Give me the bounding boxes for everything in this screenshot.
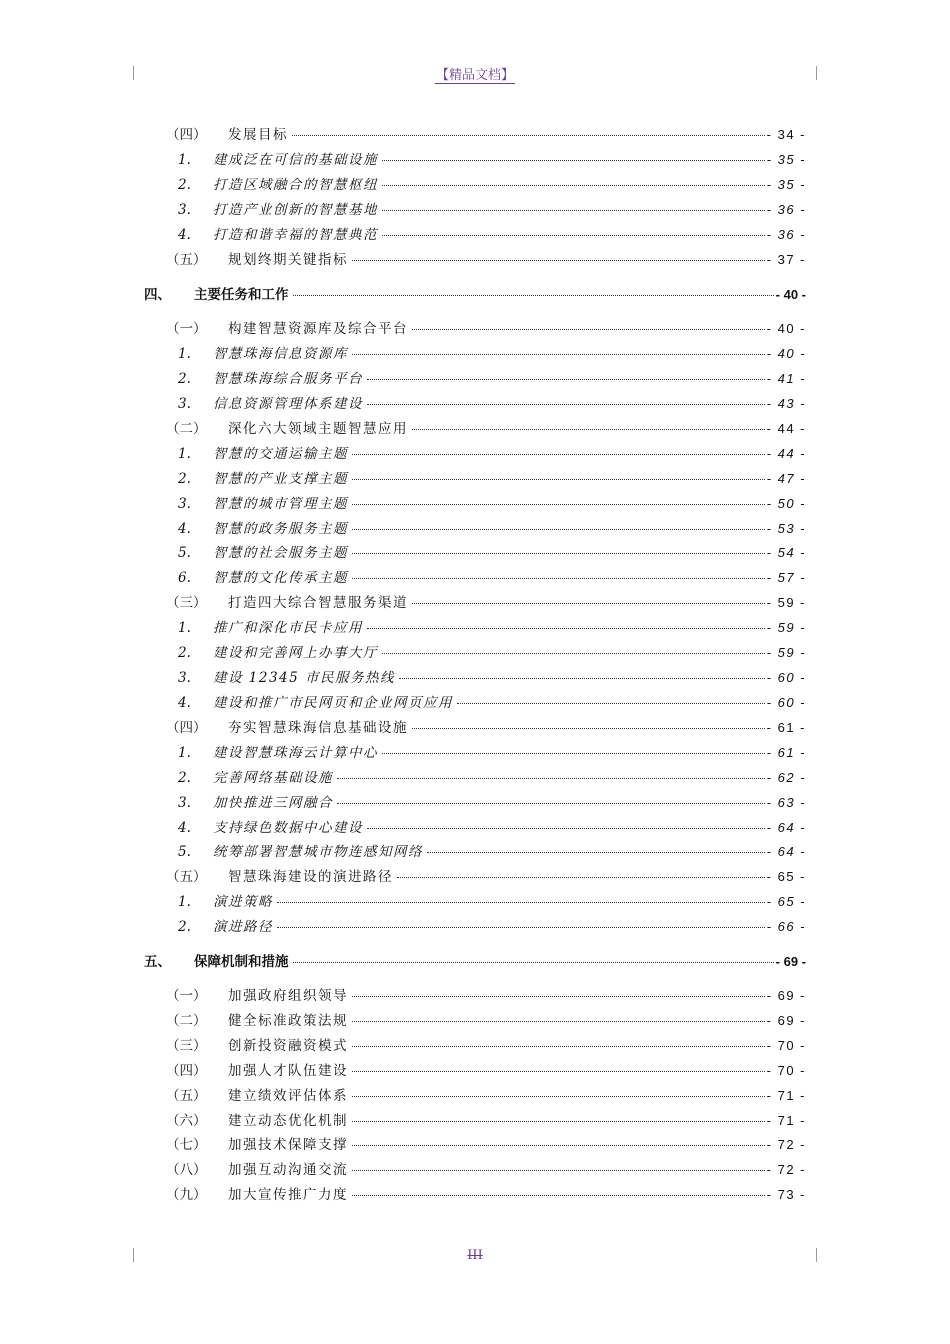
toc-dot-leader	[382, 753, 765, 754]
toc-entry-number: 2.	[178, 177, 191, 193]
toc-entry-title: 完善网络基础设施	[213, 770, 333, 786]
toc-page-number: - 59 -	[766, 595, 806, 610]
toc-dot-leader	[399, 678, 765, 679]
toc-entry-number: 2.	[178, 645, 191, 661]
toc-subsection-entry[interactable]	[178, 467, 806, 487]
toc-entry-title: 建设和推广市民网页和企业网页应用	[213, 695, 453, 711]
toc-page-number: - 54 -	[766, 545, 806, 560]
toc-entry-number: 4.	[178, 695, 191, 711]
toc-page-number: - 64 -	[766, 820, 806, 835]
toc-subsection-entry[interactable]	[178, 173, 806, 193]
toc-subsection-entry[interactable]	[178, 198, 806, 218]
toc-entry-title: 加强政府组织领导	[228, 988, 348, 1004]
toc-dot-leader	[352, 479, 765, 480]
toc-page-number: - 44 -	[766, 421, 806, 436]
toc-entry-title: 智慧珠海信息资源库	[213, 346, 348, 362]
toc-dot-leader	[382, 210, 765, 211]
toc-entry-title: 加强人才队伍建设	[228, 1063, 348, 1079]
toc-subsection-entry[interactable]	[178, 691, 806, 711]
toc-subsection-entry[interactable]	[178, 392, 806, 412]
toc-subsection-entry[interactable]	[178, 223, 806, 243]
toc-entry-title: 智慧的文化传承主题	[213, 570, 348, 586]
toc-subsection-entry[interactable]	[178, 517, 806, 537]
toc-entry-title: 演进路径	[213, 919, 273, 935]
toc-subsection-entry[interactable]	[178, 492, 806, 512]
toc-entry-number: （七）	[166, 1137, 207, 1153]
toc-entry-number: （三）	[166, 595, 207, 611]
toc-page-number: - 70 -	[766, 1063, 806, 1078]
toc-entry-title: 建立绩效评估体系	[228, 1088, 348, 1104]
toc-entry-number: （五）	[166, 252, 207, 268]
toc-entry-title: 加强互动沟通交流	[228, 1162, 348, 1178]
toc-entry-title: 智慧的产业支撑主题	[213, 471, 348, 487]
toc-page-number: - 43 -	[766, 396, 806, 411]
toc-section-entry[interactable]	[166, 248, 806, 268]
toc-page-number: - 63 -	[766, 795, 806, 810]
toc-entry-number: （四）	[166, 720, 207, 736]
toc-page-number: - 40 -	[766, 346, 806, 361]
toc-subsection-entry[interactable]	[178, 641, 806, 661]
toc-page-number: - 41 -	[766, 371, 806, 386]
toc-entry-title: 构建智慧资源库及综合平台	[228, 321, 408, 337]
toc-dot-leader	[382, 653, 765, 654]
toc-entry-title: 打造区域融合的智慧枢纽	[213, 177, 378, 193]
toc-dot-leader	[352, 578, 765, 579]
toc-dot-leader	[412, 329, 765, 330]
toc-entry-title: 建立动态优化机制	[228, 1113, 348, 1129]
toc-dot-leader	[292, 135, 765, 136]
toc-dot-leader	[382, 185, 765, 186]
toc-dot-leader	[337, 803, 765, 804]
toc-page-number: - 37 -	[766, 252, 806, 267]
toc-subsection-entry[interactable]	[178, 342, 806, 362]
toc-dot-leader	[367, 379, 765, 380]
toc-entry-number: 2.	[178, 770, 191, 786]
toc-section-entry[interactable]	[166, 716, 806, 736]
toc-page-number: - 57 -	[766, 570, 806, 585]
toc-subsection-entry[interactable]	[178, 791, 806, 811]
toc-page-number: - 34 -	[766, 127, 806, 142]
footer-page-number: III	[467, 1248, 483, 1263]
toc-page-number: - 40 -	[766, 321, 806, 336]
toc-entry-title: 加快推进三网融合	[213, 795, 333, 811]
toc-dot-leader	[352, 1046, 765, 1047]
toc-dot-leader	[412, 429, 765, 430]
toc-dot-leader	[352, 354, 765, 355]
toc-page-number: - 70 -	[766, 1038, 806, 1053]
toc-dot-leader	[352, 1145, 765, 1146]
toc-entry-number: （三）	[166, 1038, 207, 1054]
toc-subsection-entry[interactable]	[178, 816, 806, 836]
toc-dot-leader	[352, 504, 765, 505]
toc-entry-number: 6.	[178, 570, 191, 586]
toc-page-number: - 35 -	[766, 152, 806, 167]
toc-entry-number: （四）	[166, 127, 207, 143]
toc-subsection-entry[interactable]	[178, 616, 806, 636]
toc-page-number: - 36 -	[766, 202, 806, 217]
toc-dot-leader	[352, 529, 765, 530]
toc-entry-number: 3.	[178, 202, 191, 218]
toc-entry-number: 3.	[178, 496, 191, 512]
toc-dot-leader	[352, 1071, 765, 1072]
toc-entry-title: 规划终期关键指标	[228, 252, 348, 268]
toc-entry-title: 建设和完善网上办事大厅	[213, 645, 378, 661]
toc-entry-title: 健全标准政策法规	[228, 1013, 348, 1029]
toc-subsection-entry[interactable]	[178, 840, 806, 860]
toc-section-entry[interactable]	[166, 1109, 806, 1129]
toc-entry-title: 智慧的社会服务主题	[213, 545, 348, 561]
toc-entry-number: （四）	[166, 1063, 207, 1079]
toc-dot-leader	[382, 235, 765, 236]
toc-entry-number: 4.	[178, 521, 191, 537]
toc-page-number: - 65 -	[766, 894, 806, 909]
toc-entry-title: 建设 12345 市民服务热线	[213, 670, 396, 686]
toc-entry-number: 3.	[178, 795, 191, 811]
toc-section-entry[interactable]	[166, 865, 806, 885]
toc-page-number: - 71 -	[766, 1088, 806, 1103]
toc-entry-number: （九）	[166, 1187, 207, 1203]
toc-dot-leader	[352, 1096, 765, 1097]
toc-entry-title: 支持绿色数据中心建设	[213, 820, 363, 836]
toc-section-entry[interactable]	[166, 1009, 806, 1029]
toc-dot-leader	[367, 404, 765, 405]
toc-page-number: - 69 -	[775, 954, 806, 969]
toc-chapter-entry[interactable]	[144, 283, 806, 303]
toc-page-number: - 71 -	[766, 1113, 806, 1128]
toc-entry-number: 四、	[144, 287, 171, 303]
toc-dot-leader	[367, 628, 765, 629]
toc-entry-number: 2.	[178, 471, 191, 487]
toc-subsection-entry[interactable]	[178, 541, 806, 561]
toc-page-number: - 61 -	[766, 720, 806, 735]
toc-entry-number: （二）	[166, 421, 207, 437]
toc-page-number: - 64 -	[766, 844, 806, 859]
toc-page-number: - 47 -	[766, 471, 806, 486]
toc-entry-title: 主要任务和工作	[194, 287, 289, 303]
toc-entry-number: 5.	[178, 844, 191, 860]
toc-dot-leader	[352, 1170, 765, 1171]
toc-dot-leader	[457, 703, 765, 704]
toc-dot-leader	[293, 295, 774, 296]
toc-section-entry[interactable]	[166, 1059, 806, 1079]
toc-dot-leader	[277, 927, 765, 928]
toc-entry-title: 智慧珠海建设的演进路径	[228, 869, 393, 885]
toc-entry-title: 智慧的城市管理主题	[213, 496, 348, 512]
toc-page-number: - 66 -	[766, 919, 806, 934]
toc-section-entry[interactable]	[166, 1034, 806, 1054]
toc-entry-title: 信息资源管理体系建设	[213, 396, 363, 412]
toc-entry-title: 加大宣传推广力度	[228, 1187, 348, 1203]
toc-dot-leader	[367, 828, 765, 829]
toc-entry-number: （二）	[166, 1013, 207, 1029]
toc-page-number: - 65 -	[766, 869, 806, 884]
toc-entry-number: 五、	[144, 954, 171, 970]
toc-entry-title: 打造四大综合智慧服务渠道	[228, 595, 408, 611]
toc-entry-title: 保障机制和措施	[194, 954, 289, 970]
toc-page-number: - 53 -	[766, 521, 806, 536]
toc-dot-leader	[352, 454, 765, 455]
toc-dot-leader	[277, 902, 765, 903]
toc-page-number: - 44 -	[766, 446, 806, 461]
toc-subsection-entry[interactable]	[178, 766, 806, 786]
toc-section-entry[interactable]	[166, 1158, 806, 1178]
toc-page-number: - 69 -	[766, 988, 806, 1003]
toc-entry-number: 4.	[178, 227, 191, 243]
toc-entry-title: 发展目标	[228, 127, 288, 143]
toc-subsection-entry[interactable]	[178, 442, 806, 462]
toc-dot-leader	[352, 1121, 765, 1122]
toc-page-number: - 73 -	[766, 1187, 806, 1202]
toc-subsection-entry[interactable]	[178, 148, 806, 168]
toc-entry-title: 打造产业创新的智慧基地	[213, 202, 378, 218]
toc-subsection-entry[interactable]	[178, 890, 806, 910]
toc-entry-title: 加强技术保障支撑	[228, 1137, 348, 1153]
toc-page-number: - 59 -	[766, 645, 806, 660]
toc-chapter-entry[interactable]	[144, 950, 806, 970]
toc-dot-leader	[352, 1021, 765, 1022]
toc-entry-number: 1.	[178, 894, 191, 910]
toc-entry-number: 1.	[178, 620, 191, 636]
toc-dot-leader	[382, 160, 765, 161]
toc-entry-number: （八）	[166, 1162, 207, 1178]
toc-dot-leader	[412, 603, 765, 604]
toc-entry-number: 4.	[178, 820, 191, 836]
toc-dot-leader	[352, 996, 765, 997]
toc-entry-number: 2.	[178, 919, 191, 935]
toc-page-number: - 72 -	[766, 1162, 806, 1177]
toc-entry-number: （一）	[166, 321, 207, 337]
toc-dot-leader	[337, 778, 765, 779]
toc-section-entry[interactable]	[166, 317, 806, 337]
toc-entry-number: 3.	[178, 396, 191, 412]
toc-section-entry[interactable]	[166, 123, 806, 143]
toc-entry-title: 演进策略	[213, 894, 273, 910]
toc-section-entry[interactable]	[166, 1183, 806, 1203]
toc-entry-title: 智慧珠海综合服务平台	[213, 371, 363, 387]
toc-dot-leader	[352, 553, 765, 554]
toc-section-entry[interactable]	[166, 1133, 806, 1153]
toc-page-number: - 36 -	[766, 227, 806, 242]
toc-page-number: - 62 -	[766, 770, 806, 785]
toc-page-number: - 61 -	[766, 745, 806, 760]
toc-section-entry[interactable]	[166, 591, 806, 611]
toc-entry-number: 1.	[178, 152, 191, 168]
toc-subsection-entry[interactable]	[178, 367, 806, 387]
toc-entry-title: 夯实智慧珠海信息基础设施	[228, 720, 408, 736]
toc-page-number: - 35 -	[766, 177, 806, 192]
toc-subsection-entry[interactable]	[178, 741, 806, 761]
toc-entry-title: 建设智慧珠海云计算中心	[213, 745, 378, 761]
page-footer	[0, 1248, 950, 1263]
toc-entry-number: （五）	[166, 1088, 207, 1104]
toc-section-entry[interactable]	[166, 1084, 806, 1104]
toc-section-entry[interactable]	[166, 417, 806, 437]
toc-dot-leader	[352, 260, 765, 261]
toc-entry-number: 3.	[178, 670, 191, 686]
toc-dot-leader	[412, 728, 765, 729]
toc-entry-number: 5.	[178, 545, 191, 561]
toc-entry-title: 统筹部署智慧城市物连感知网络	[213, 844, 423, 860]
toc-page-number: - 60 -	[766, 695, 806, 710]
toc-page-number: - 50 -	[766, 496, 806, 511]
toc-entry-title: 推广和深化市民卡应用	[213, 620, 363, 636]
toc-dot-leader	[397, 877, 765, 878]
toc-entry-title: 建成泛在可信的基础设施	[213, 152, 378, 168]
toc-entry-number: （六）	[166, 1113, 207, 1129]
toc-entry-title: 打造和谐幸福的智慧典范	[213, 227, 378, 243]
toc-entry-title: 创新投资融资模式	[228, 1038, 348, 1054]
toc-page-number: - 59 -	[766, 620, 806, 635]
toc-section-entry[interactable]	[166, 984, 806, 1004]
toc-subsection-entry[interactable]	[178, 566, 806, 586]
toc-entry-number: 1.	[178, 745, 191, 761]
toc-entry-title: 智慧的交通运输主题	[213, 446, 348, 462]
toc-entry-number: 2.	[178, 371, 191, 387]
header-text: 【精品文档】	[435, 68, 514, 83]
toc-entry-number: （一）	[166, 988, 207, 1004]
toc-subsection-entry[interactable]	[178, 915, 806, 935]
toc-page-number: - 60 -	[766, 670, 806, 685]
toc-entry-title: 深化六大领域主题智慧应用	[228, 421, 408, 437]
toc-page-number: - 69 -	[766, 1013, 806, 1028]
toc-page-number: - 72 -	[766, 1137, 806, 1152]
toc-entry-number: 1.	[178, 346, 191, 362]
toc-entry-number: （五）	[166, 869, 207, 885]
toc-dot-leader	[427, 852, 765, 853]
toc-dot-leader	[352, 1195, 765, 1196]
toc-page-number: - 40 -	[775, 287, 806, 302]
toc-dot-leader	[293, 962, 774, 963]
toc-subsection-entry[interactable]	[178, 666, 806, 686]
toc-entry-title: 智慧的政务服务主题	[213, 521, 348, 537]
toc-entry-number: 1.	[178, 446, 191, 462]
